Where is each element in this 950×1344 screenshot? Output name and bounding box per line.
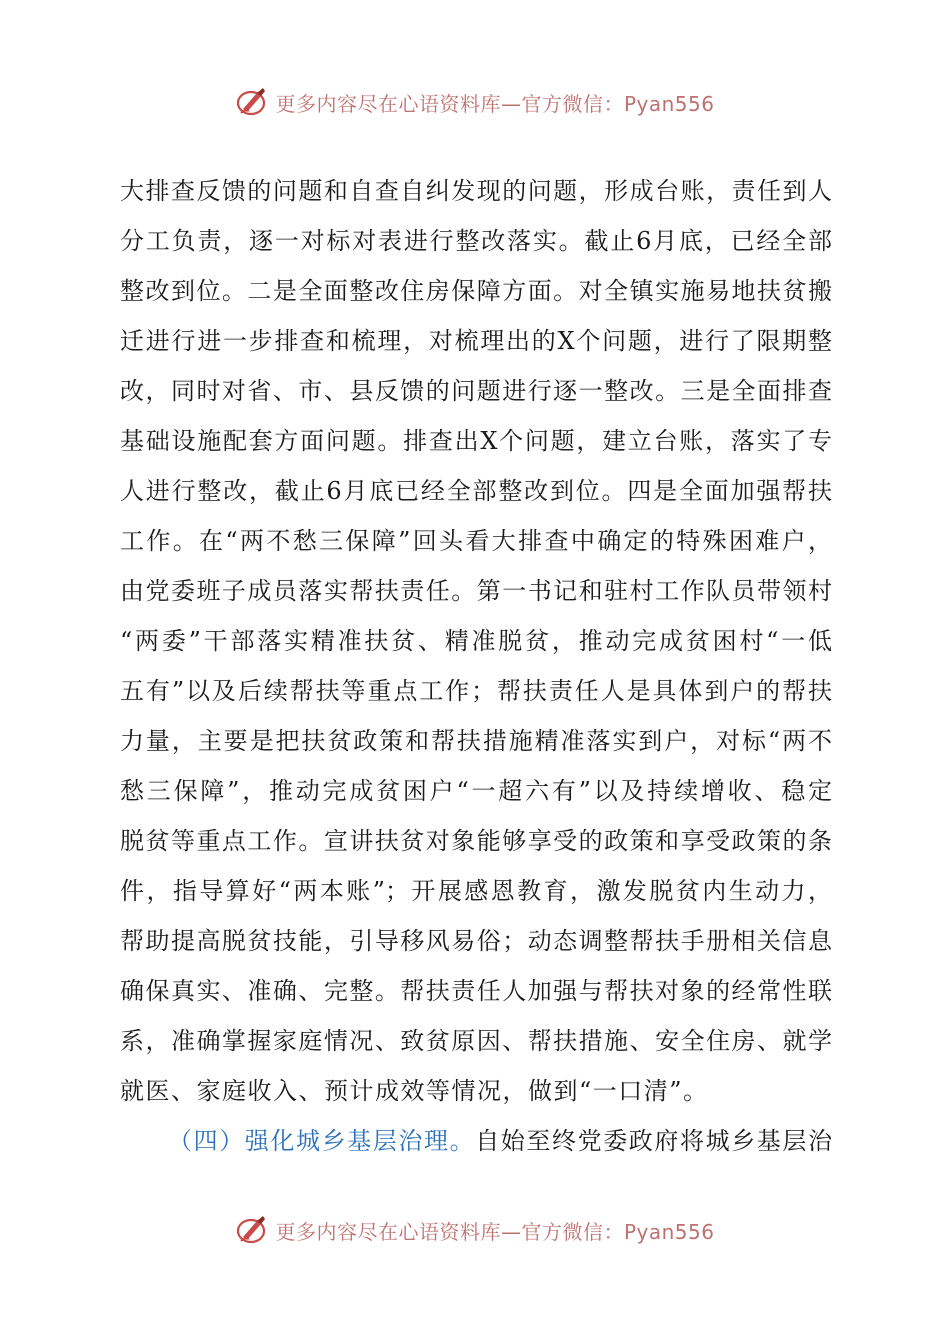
text-line: 脱贫等重点工作。宣讲扶贫对象能够享受的政策和享受政策的条 [120, 827, 832, 855]
text-line: 愁三保障”，推动完成贫困户“一超六有”以及持续增收、稳定 [120, 777, 832, 805]
text-line: 改，同时对省、市、县反馈的问题进行逐一整改。三是全面排查 [120, 377, 832, 405]
text-line: 五有”以及后续帮扶等重点工作；帮扶责任人是具体到户的帮扶 [120, 677, 832, 705]
pen-logo-icon [235, 85, 269, 119]
section-text: 自始至终党委政府将城乡基层治 [475, 1127, 833, 1155]
text-line: 由党委班子成员落实帮扶责任。第一书记和驻村工作队员带领村 [120, 577, 832, 605]
text-line: 确保真实、准确、完整。帮扶责任人加强与帮扶对象的经常性联 [120, 977, 832, 1005]
section-heading: （四）强化城乡基层治理。 [168, 1127, 476, 1155]
footer-banner [0, 1208, 950, 1252]
pen-logo-icon [235, 1213, 269, 1247]
text-line: 帮助提高脱贫技能，引导移风易俗；动态调整帮扶手册相关信息 [120, 927, 832, 955]
section-line [120, 1116, 832, 1166]
text-line: 分工负责，逐一对标对表进行整改落实。截止6月底，已经全部 [120, 227, 832, 255]
text-line: 大排查反馈的问题和自查自纠发现的问题，形成台账，责任到人 [120, 177, 832, 205]
text-line: 件，指导算好“两本账”；开展感恩教育，激发脱贫内生动力， [120, 877, 832, 905]
text-line: “两委”干部落实精准扶贫、精准脱贫，推动完成贫困村“一低 [120, 627, 832, 655]
text-line: 力量，主要是把扶贫政策和帮扶措施精准落实到户，对标“两不 [120, 727, 832, 755]
text-line: 迁进行进一步排查和梳理，对梳理出的X个问题，进行了限期整 [120, 327, 832, 355]
banner-text: 更多内容尽在心语资料库—官方微信：Pyan556 [275, 91, 715, 116]
text-line: 基础设施配套方面问题。排查出X个问题，建立台账，落实了专 [120, 427, 832, 455]
text-line: 系，准确掌握家庭情况、致贫原因、帮扶措施、安全住房、就学 [120, 1027, 832, 1055]
text-line: 人进行整改，截止6月底已经全部整改到位。四是全面加强帮扶 [120, 477, 832, 505]
text-line: 就医、家庭收入、预计成效等情况，做到“一口清”。 [120, 1077, 709, 1105]
text-line: 整改到位。二是全面整改住房保障方面。对全镇实施易地扶贫搬 [120, 277, 832, 305]
header-banner [0, 80, 950, 124]
document-body [120, 166, 832, 1166]
text-line: 工作。在“两不愁三保障”回头看大排查中确定的特殊困难户， [120, 527, 832, 555]
banner-text: 更多内容尽在心语资料库—官方微信：Pyan556 [275, 1219, 715, 1244]
